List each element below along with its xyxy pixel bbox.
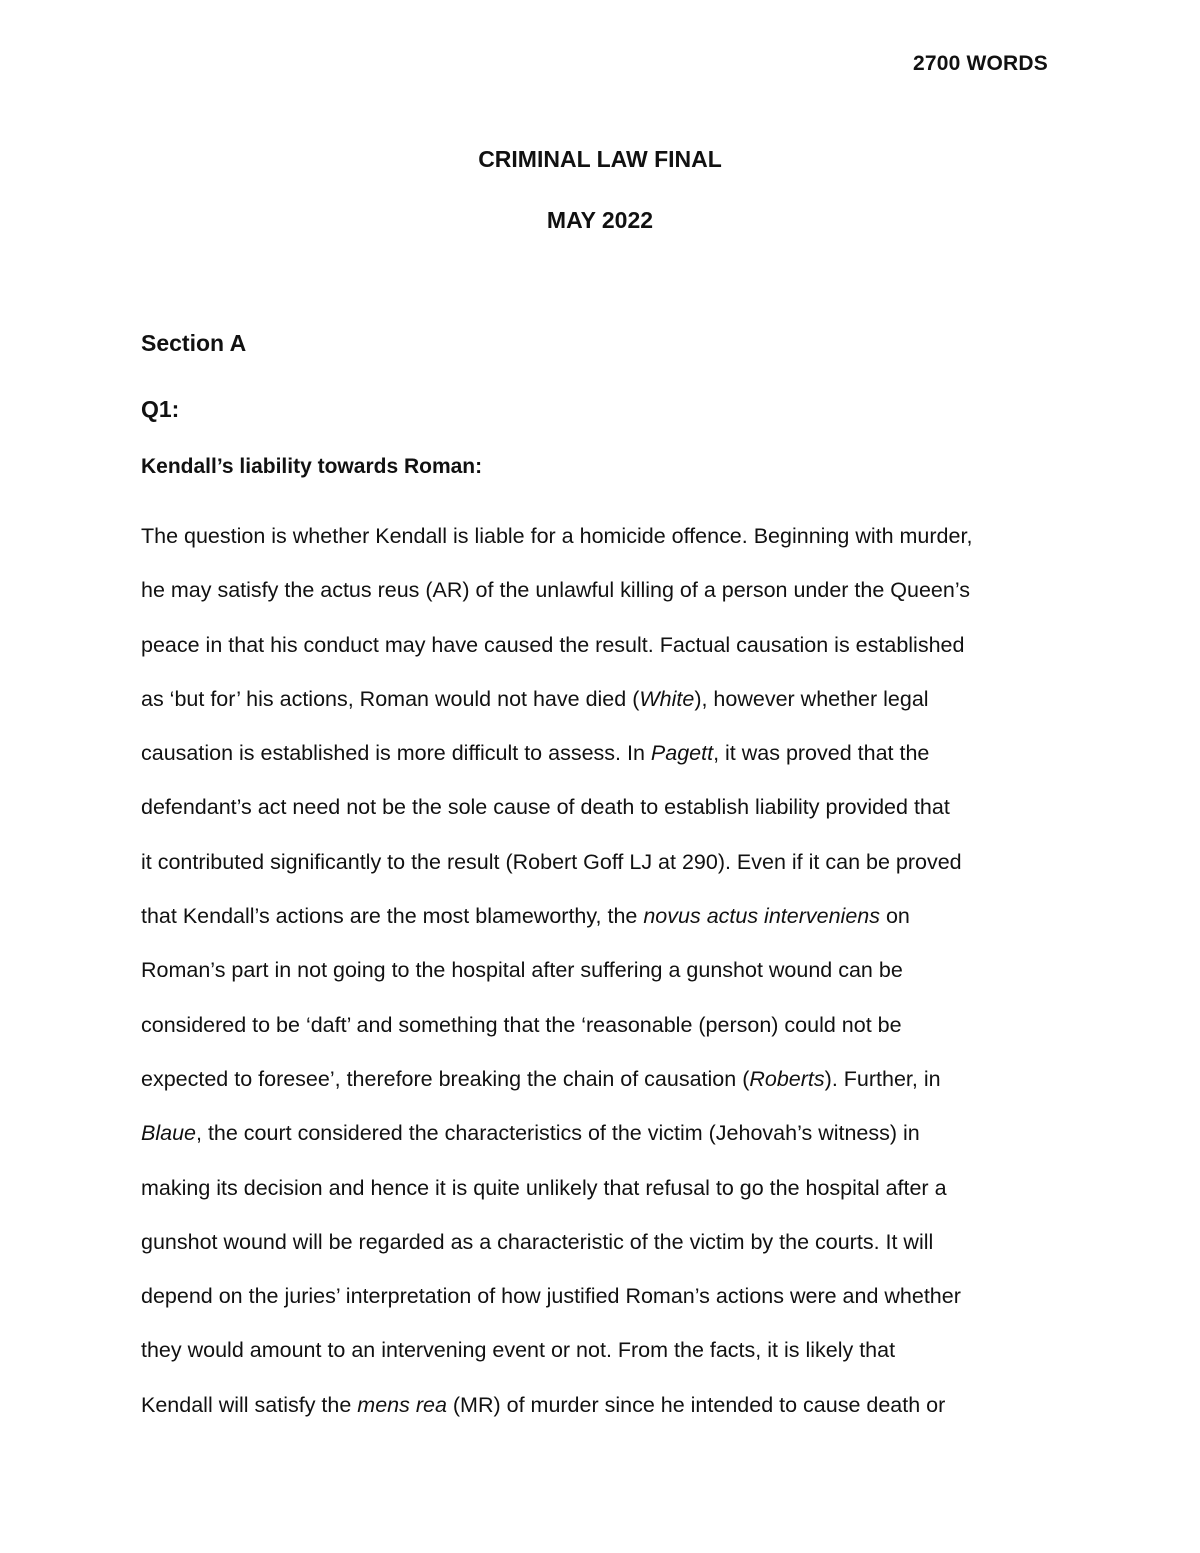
italic-text: White <box>639 686 695 711</box>
text-segment: considered to be ‘daft’ and something that the ‘reasonable (person) could not be <box>141 1012 902 1037</box>
word-count: 2700 WORDS <box>912 52 1048 75</box>
body-line <box>141 1269 1071 1323</box>
text-segment: they would amount to an intervening event or not. From the facts, it is likely that <box>141 1338 896 1363</box>
text-segment: causation is established is more difficult to assess. In <box>141 741 651 766</box>
body-line <box>141 726 1071 780</box>
text-segment: ). Further, in <box>824 1066 941 1091</box>
text-segment: depend on the juries’ interpretation of how justified Roman’s actions were and whether <box>141 1284 961 1309</box>
body-line <box>141 1052 1071 1106</box>
italic-text: Blaue <box>141 1121 196 1146</box>
document-title: CRIMINAL LAW FINAL <box>478 146 722 172</box>
text-segment: ), however whether legal <box>694 686 929 711</box>
sub-heading: Kendall’s liability towards Roman: <box>141 455 483 478</box>
text-segment: on <box>879 904 910 929</box>
document-date: MAY 2022 <box>546 207 654 233</box>
body-line <box>141 1161 1071 1215</box>
text-segment: he may satisfy the actus reus (AR) of the unlawful killing of a person under the Queen’s <box>141 578 970 603</box>
text-segment: making its decision and hence it is quite unlikely that refusal to go the hospital after a <box>141 1175 947 1200</box>
body-line <box>141 1106 1071 1160</box>
text-segment: as ‘but for’ his actions, Roman would not have died ( <box>141 686 640 711</box>
body-line <box>141 998 1071 1052</box>
text-segment: , the court considered the characteristics of the victim (Jehovah’s witness) in <box>196 1121 920 1146</box>
body-paragraph <box>141 509 1071 1432</box>
body-line <box>141 1323 1071 1377</box>
italic-text: Roberts <box>749 1066 825 1091</box>
body-line <box>141 672 1071 726</box>
body-line <box>141 943 1071 997</box>
text-segment: (MR) of murder since he intended to cause death or <box>446 1392 946 1417</box>
text-segment: it contributed significantly to the result (Robert Goff LJ at 290). Even if it can be proved <box>141 849 962 874</box>
text-segment: The question is whether Kendall is liable for a homicide offence. Beginning with murder, <box>141 524 973 548</box>
text-segment: Roman’s part in not going to the hospital after suffering a gunshot wound can be <box>141 958 903 983</box>
text-segment: peace in that his conduct may have caused the result. Factual causation is established <box>141 632 965 657</box>
body-line <box>141 618 1071 672</box>
italic-text: novus actus interveniens <box>643 904 880 929</box>
body-line <box>141 889 1071 943</box>
text-segment: , it was proved that the <box>713 741 930 766</box>
body-line <box>141 835 1071 889</box>
body-line <box>141 780 1071 834</box>
section-heading: Section A <box>141 330 247 356</box>
text-segment: defendant’s act need not be the sole cause of death to establish liability provided that <box>141 795 950 820</box>
italic-text: mens rea <box>357 1392 447 1417</box>
text-segment: that Kendall’s actions are the most blameworthy, the <box>141 904 644 929</box>
body-line <box>141 1378 1071 1432</box>
italic-text: Pagett <box>650 741 714 766</box>
text-segment: expected to foresee’, therefore breaking the chain of causation ( <box>141 1066 750 1091</box>
question-heading: Q1: <box>141 396 180 422</box>
body-line <box>141 563 1071 617</box>
text-segment: gunshot wound will be regarded as a characteristic of the victim by the courts. It will <box>141 1229 934 1254</box>
body-line <box>141 509 1071 563</box>
body-line <box>141 1215 1071 1269</box>
text-segment: Kendall will satisfy the <box>141 1392 358 1417</box>
